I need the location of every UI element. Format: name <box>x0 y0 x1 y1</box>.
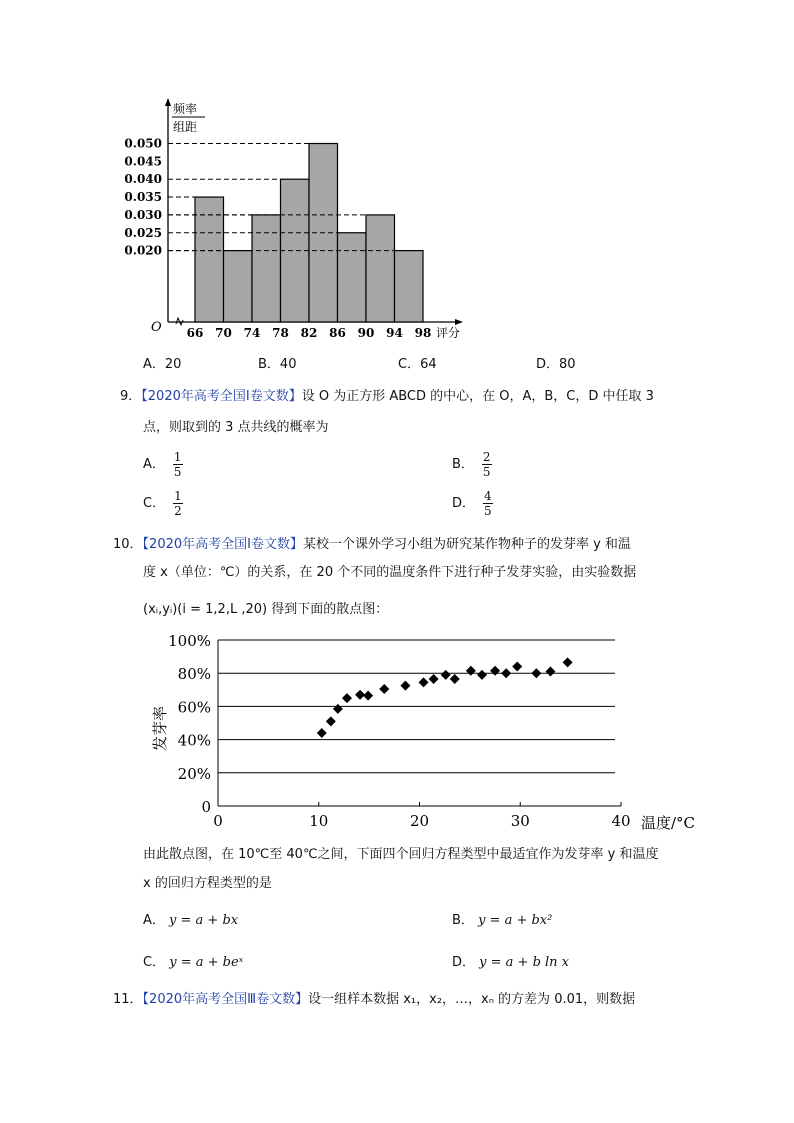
x-tick-label: 94 <box>386 326 403 340</box>
y-tick-label: 100% <box>168 632 211 650</box>
data-point <box>419 677 429 687</box>
x-tick-label: 78 <box>272 326 289 340</box>
data-point <box>326 716 336 726</box>
q9-stem-line2: 点，则取到的 3 点共线的概率为 <box>143 420 329 435</box>
data-point <box>477 670 487 680</box>
x-tick-label: 74 <box>243 326 261 340</box>
x-tick-label: 90 <box>357 326 375 340</box>
x-tick-label: 98 <box>414 326 432 340</box>
y-tick-label: 0.025 <box>124 225 162 240</box>
x-tick-label: 30 <box>510 812 530 830</box>
histogram-bar <box>252 215 281 322</box>
q10-option-a <box>143 909 238 928</box>
data-point <box>531 668 541 678</box>
x-axis-arrow <box>455 319 463 325</box>
y-tick-label: 0.045 <box>124 154 162 169</box>
numerator: 4 <box>484 489 492 503</box>
option-label: B． <box>452 457 474 472</box>
x-tick-label: 20 <box>409 812 430 830</box>
y-tick-label: 0 <box>201 798 211 816</box>
option-label: A． <box>143 913 165 928</box>
y-tick-label: 40% <box>177 731 211 750</box>
denominator: 5 <box>484 504 492 518</box>
option-label: C． <box>143 955 166 970</box>
q8-option-b: B．40 <box>258 357 297 372</box>
q10-option-c <box>143 951 243 970</box>
numerator: 2 <box>482 450 491 464</box>
data-point <box>355 690 365 700</box>
x-tick-label: 82 <box>300 326 318 340</box>
denominator: 5 <box>173 465 182 479</box>
fraction <box>483 489 493 518</box>
histogram-bar <box>366 215 395 322</box>
x-tick-label: 70 <box>215 326 232 340</box>
denominator: 5 <box>482 465 491 479</box>
formula: y = a + bx <box>169 913 239 928</box>
q10-stem-line2: 度 x（单位：℃）的关系，在 20 个不同的温度条件下进行种子发芽实验，由实验数据 <box>143 565 637 580</box>
q10-stem-line1 <box>113 533 631 552</box>
data-point <box>490 666 500 676</box>
q11-text: 设一组样本数据 x₁，x₂，…，xₙ 的方差为 0.01，则数据 <box>308 992 636 1007</box>
q10-stem-line3: (xᵢ,yᵢ)(i = 1,2,L ,20) 得到下面的散点图： <box>143 602 389 617</box>
q10-stem-line5: x 的回归方程类型的是 <box>143 876 272 891</box>
histogram-chart <box>0 0 794 360</box>
axis-break-mark <box>176 318 183 325</box>
q9-option-d <box>452 489 493 518</box>
data-point <box>363 691 373 701</box>
x-axis-label: 评分 <box>436 326 461 340</box>
q9-option-b <box>452 450 492 479</box>
scatter-chart <box>0 620 794 840</box>
fraction <box>173 489 183 518</box>
numerator: 1 <box>174 489 182 503</box>
data-point <box>317 728 327 738</box>
option-label: D． <box>452 496 476 511</box>
q10-source: 【2020年高考全国Ⅰ卷文数】 <box>142 537 303 552</box>
data-point <box>563 657 573 667</box>
q10-stem-line4: 由此散点图，在 10℃至 40℃之间，下面四个回归方程类型中最适宜作为发芽率 y 和温度 <box>143 847 659 862</box>
option-label: A． <box>143 457 165 472</box>
numerator: 1 <box>173 450 182 464</box>
q11-source: 【2020年高考全国Ⅲ卷文数】 <box>142 992 309 1007</box>
denominator: 2 <box>174 504 182 518</box>
formula: y = a + b ln x <box>479 955 570 970</box>
histogram-bar <box>224 251 253 322</box>
q10-option-b <box>452 909 552 928</box>
data-point <box>429 674 439 684</box>
x-tick-label: 40 <box>611 812 631 830</box>
origin-label: O <box>151 320 162 335</box>
q9-number: 9． <box>120 389 142 404</box>
data-point <box>545 667 555 677</box>
histogram-bar <box>338 233 367 322</box>
fraction <box>173 450 183 479</box>
formula: y = a + beˣ <box>169 955 244 970</box>
q10-text1: 某校一个课外学习小组为研究某作物种子的发芽率 y 和温 <box>302 537 631 552</box>
y-label-top: 频率 <box>173 102 198 116</box>
option-label: B． <box>452 913 474 928</box>
y-axis-arrow <box>165 98 171 106</box>
formula: y = a + bx² <box>478 913 553 928</box>
q10-number: 10． <box>113 537 143 552</box>
q10-option-d <box>452 951 569 970</box>
q11-number: 11． <box>113 992 143 1007</box>
q9-option-c <box>143 489 183 518</box>
q8-option-a: A．20 <box>143 357 182 372</box>
x-tick-label: 10 <box>309 812 329 830</box>
x-tick-label: 0 <box>213 812 223 830</box>
data-point <box>379 684 389 694</box>
y-label-bottom: 组距 <box>173 120 198 134</box>
data-point <box>512 662 522 672</box>
y-tick-label: 0.050 <box>124 136 162 151</box>
data-point <box>441 670 451 680</box>
option-label: D． <box>452 955 476 970</box>
x-tick-label: 66 <box>186 326 204 340</box>
option-label: C． <box>143 496 166 511</box>
data-point <box>501 668 511 678</box>
q8-option-c: C．64 <box>398 357 437 372</box>
y-tick-label: 0.040 <box>124 172 162 187</box>
data-point <box>450 674 460 684</box>
y-tick-label: 0.030 <box>124 207 162 222</box>
fraction <box>482 450 492 479</box>
y-tick-label: 20% <box>177 764 211 783</box>
q8-option-d: D．80 <box>536 357 576 372</box>
q9-option-a <box>143 450 183 479</box>
y-tick-label: 60% <box>177 698 211 717</box>
y-axis-label: 发芽率 <box>151 705 169 751</box>
histogram-bar <box>395 251 424 322</box>
data-point <box>342 693 352 703</box>
y-tick-label: 0.020 <box>124 243 162 258</box>
q9-text1: 设 O 为正方形 ABCD 的中心，在 O，A，B，C，D 中任取 3 <box>301 389 654 404</box>
q9-stem-line1 <box>120 385 654 404</box>
data-point <box>400 681 410 691</box>
q11-stem-line1 <box>113 988 635 1007</box>
data-point <box>466 666 476 676</box>
histogram-bar <box>195 197 224 322</box>
x-tick-label: 86 <box>329 326 346 340</box>
q9-source: 【2020年高考全国Ⅰ卷文数】 <box>141 389 302 404</box>
x-axis-label: 温度/°C <box>641 814 696 832</box>
y-tick-label: 80% <box>177 665 211 684</box>
data-point <box>333 704 343 714</box>
y-tick-label: 0.035 <box>124 190 162 205</box>
